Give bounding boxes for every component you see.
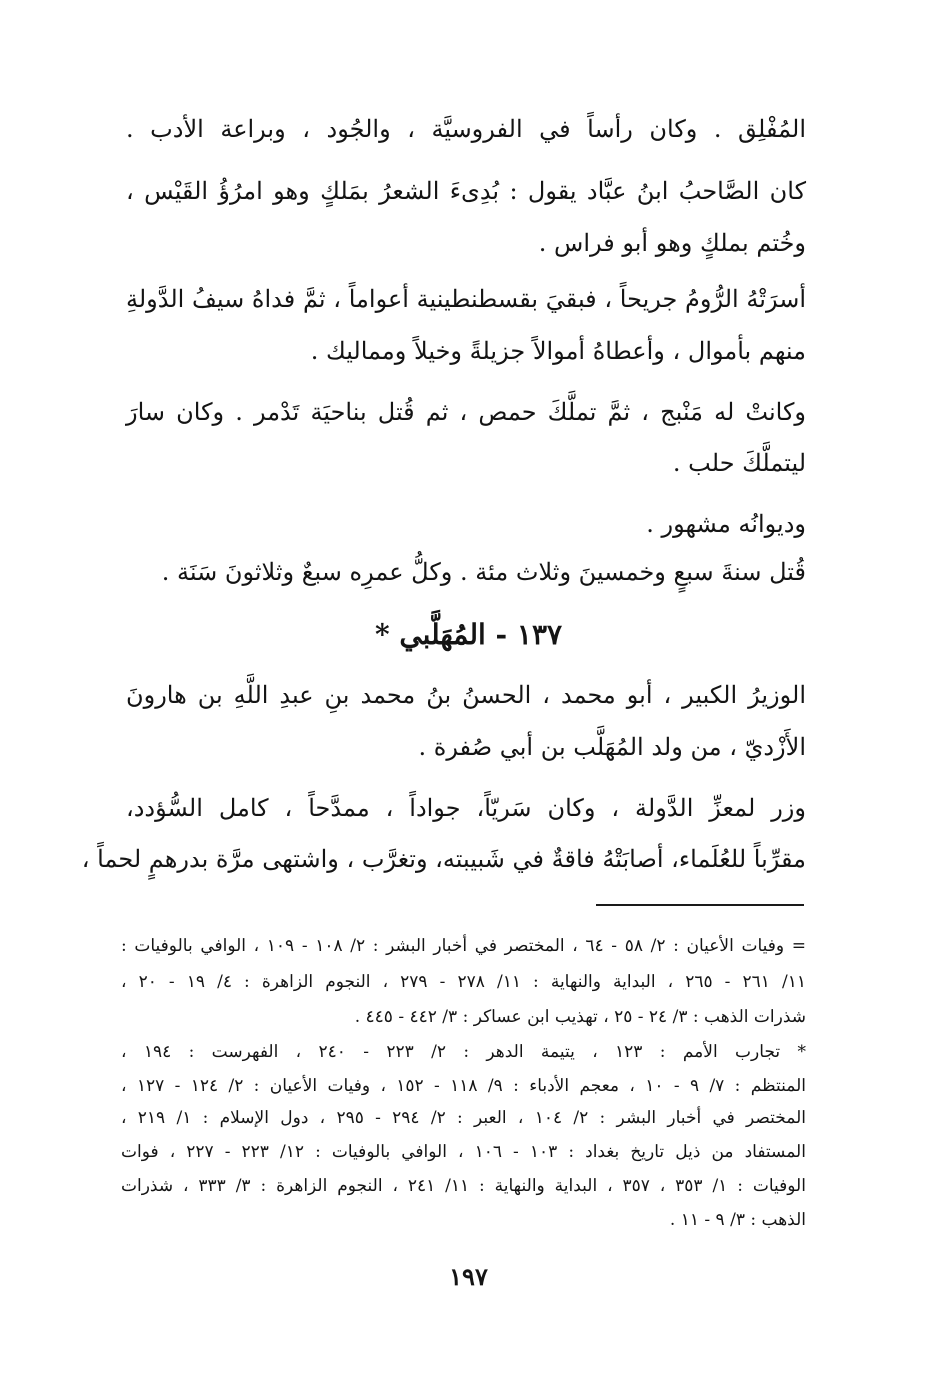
footnote-line: * تجارب الأمم : ١٢٣ ، يتيمة الدهر : ٢/ ٢٢٣ - ٢٤٠ ، الفهرست : ١٩٤ ،	[121, 1042, 807, 1062]
footnote-line: المنتظم : ٧/ ٩ - ١٠ ، معجم الأدباء : ٩/ ١١٨ - ١٥٢ ، وفيات الأعيان : ٢/ ١٢٤ - ١٢٧ ،	[121, 1076, 806, 1096]
body-line: ليتملَّكَ حلب .	[672, 449, 806, 477]
body-line: المُفْلِق . وكان رأساً في الفروسيَّة ، والجُود ، وبراعة الأدب .	[126, 115, 806, 143]
footnote-line: الذهب : ٣/ ٩ - ١١ .	[669, 1210, 806, 1230]
footnote-line: المختصر في أخبار البشر : ٢/ ١٠٤ ، العبر : ٢/ ٢٩٤ - ٢٩٥ ، دول الإسلام : ١/ ٢١٩ ،	[121, 1108, 806, 1128]
body-line: وكانتْ له مَنْبج ، ثمَّ تملَّكَ حمص ، ثم قُتل بناحيَة تَدْمر . وكان سارَ	[126, 398, 806, 426]
entry-line: الوزيرُ الكبير ، أبو محمد ، الحسنُ بنُ محمد بنِ عبدِ اللَّهِ بن هارونَ	[126, 681, 806, 709]
body-line: وخُتم بملكٍ وهو أبو فراس .	[538, 229, 806, 257]
entry-line: مقرِّباً للعُلَماء، أصابَتْهُ فاقةٌ في شَبيبته، وتغرَّب ، واشتهى مرَّة بدرهمٍ لحماً ،	[81, 845, 806, 873]
body-line: قُتل سنةَ سبعٍ وخمسينَ وثلاث مئة . وكلُّ عمرِه سبعٌ وثلاثونَ سَنَة .	[161, 558, 806, 586]
body-line: كان الصَّاحبُ ابنُ عبَّاد يقول : بُدِىءَ الشعرُ بمَلكٍ وهو امرُؤُ القَيْس ،	[126, 177, 806, 205]
entry-line: الأَزْديّ ، من ولد المُهَلَّب بن أبي صُفرة .	[418, 733, 806, 761]
footnote-separator	[596, 904, 804, 906]
entry-line: وزر لمعزِّ الدَّولة ، وكان سَريّاً، جواداً ، ممدَّحاً ، كامل السُّؤدد،	[126, 794, 806, 822]
footnote-line: ١١/ ٢٦١ - ٢٦٥ ، البداية والنهاية : ١١/ ٢٧٨ - ٢٧٩ ، النجوم الزاهرة : ٤/ ١٩ - ٢٠ ،	[121, 972, 806, 992]
entry-heading: ١٣٧ - المُهَلَّبي *	[374, 618, 563, 651]
footnote-line: المستفاد من ذيل تاريخ بغداد : ١٠٣ - ١٠٦ ، الوافي بالوفيات : ١٢/ ٢٢٣ - ٢٢٧ ، فوات	[121, 1142, 806, 1162]
body-line: أسرَتْهُ الرُّومُ جريحاً ، فبقيَ بقسطنطينية أعواماً ، ثمَّ فداهُ سيفُ الدَّولةِ	[126, 285, 806, 313]
footnote-line: = وفيات الأعيان : ٢/ ٥٨ - ٦٤ ، المختصر في أخبار البشر : ٢/ ١٠٨ - ١٠٩ ، الوافي بالوفيات :	[121, 936, 807, 956]
footnote-line: شذرات الذهب : ٣/ ٢٤ - ٢٥ ، تهذيب ابن عساكر : ٣/ ٤٤٢ - ٤٤٥ .	[354, 1007, 806, 1027]
body-line: وديوانُه مشهور .	[646, 510, 806, 538]
page-number: ١٩٧	[449, 1262, 488, 1291]
footnote-line: الوفيات : ١/ ٣٥٣ ، ٣٥٧ ، البداية والنهاية : ١١/ ٢٤١ ، النجوم الزاهرة : ٣/ ٣٣٣ ، شذرات	[121, 1176, 806, 1196]
body-line: منهم بأموال ، وأعطاهُ أموالاً جزيلةً وخيلاً ومماليك .	[310, 337, 806, 365]
